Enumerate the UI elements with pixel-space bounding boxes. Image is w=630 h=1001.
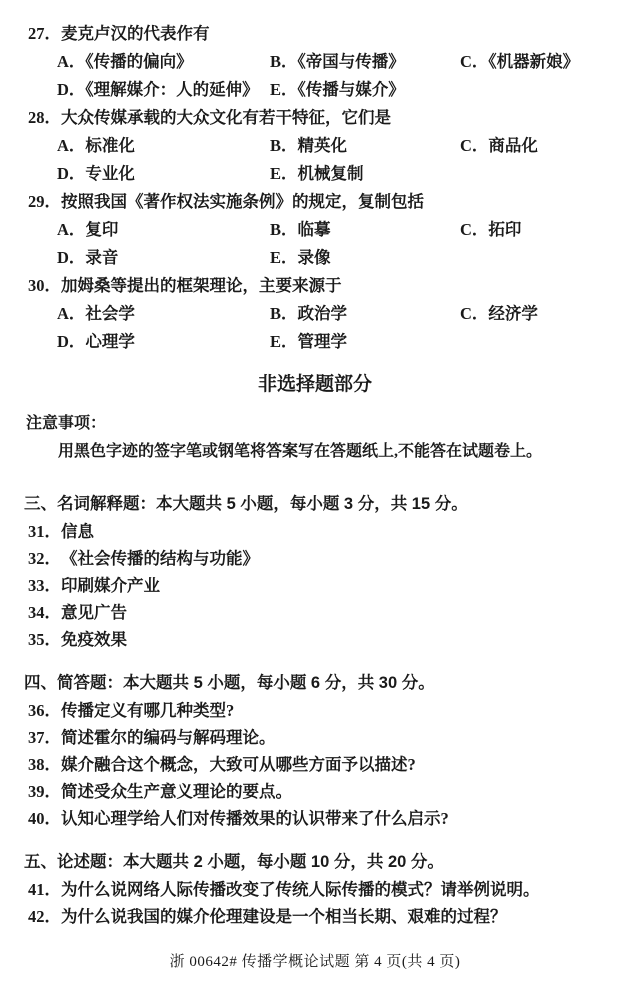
options-row	[0, 216, 630, 244]
option-c: C．《机器新娘》	[460, 52, 580, 71]
question-stem: 按照我国《著作权法实施条例》的规定，复制包括	[61, 192, 424, 211]
question-number: 35．	[28, 630, 61, 649]
options-row	[0, 244, 630, 272]
page-footer: 浙 00642# 传播学概论试题 第 4 页(共 4 页)	[169, 954, 461, 970]
options-row	[0, 48, 630, 76]
question-number: 42．	[28, 907, 61, 926]
question-item	[0, 751, 630, 778]
question-29	[0, 188, 630, 272]
question-item	[0, 599, 630, 626]
question-item	[0, 778, 630, 805]
options-row	[0, 160, 630, 188]
option-a: A．复印	[57, 220, 119, 239]
option-c: C．拓印	[460, 220, 522, 239]
option-empty	[460, 244, 630, 272]
section-short-answer	[0, 669, 630, 832]
question-number: 32．	[28, 549, 61, 568]
question-text: 媒介融合这个概念，大致可从哪些方面予以描述?	[61, 755, 416, 774]
option-empty	[460, 328, 630, 356]
option-c: C．商品化	[460, 136, 538, 155]
question-number: 31．	[28, 522, 61, 541]
question-item	[0, 903, 630, 930]
section-header: 五、论述题：本大题共 2 小题，每小题 10 分，共 20 分。	[24, 853, 444, 871]
question-27	[0, 20, 630, 104]
section-header: 三、名词解释题：本大题共 5 小题，每小题 3 分，共 15 分。	[24, 495, 468, 513]
question-28	[0, 104, 630, 188]
question-stem: 大众传媒承载的大众文化有若干特征，它们是	[61, 108, 391, 127]
question-stem-line	[0, 272, 630, 300]
question-number: 40．	[28, 809, 61, 828]
option-empty	[460, 76, 630, 104]
question-item	[0, 697, 630, 724]
option-d: D．专业化	[57, 164, 135, 183]
section-header: 四、简答题：本大题共 5 小题，每小题 6 分，共 30 分。	[24, 674, 435, 692]
question-text: 意见广告	[61, 603, 127, 622]
question-item	[0, 572, 630, 599]
options-row	[0, 76, 630, 104]
option-empty	[460, 160, 630, 188]
option-c: C．经济学	[460, 304, 538, 323]
option-a: A．标准化	[57, 136, 135, 155]
question-number: 28．	[28, 108, 61, 127]
question-number: 34．	[28, 603, 61, 622]
question-item	[0, 626, 630, 653]
option-d: D．《理解媒介：人的延伸》	[57, 80, 259, 99]
section-essay	[0, 848, 630, 930]
question-number: 39．	[28, 782, 61, 801]
notice-body: 用黑色字迹的签字笔或钢笔将答案写在答题纸上,不能答在试题卷上。	[58, 443, 543, 460]
question-number: 37．	[28, 728, 61, 747]
question-number: 41．	[28, 880, 61, 899]
question-30	[0, 272, 630, 356]
options-row	[0, 300, 630, 328]
question-stem: 麦克卢汉的代表作有	[61, 24, 210, 43]
question-text: 简述霍尔的编码与解码理论。	[61, 728, 276, 747]
question-text: 为什么说我国的媒介伦理建设是一个相当长期、艰难的过程？	[61, 907, 507, 926]
options-row	[0, 132, 630, 160]
option-b: B．临摹	[270, 220, 331, 239]
question-text: 印刷媒介产业	[61, 576, 160, 595]
option-b: B．政治学	[270, 304, 348, 323]
question-text: 信息	[61, 522, 94, 541]
question-text: 为什么说网络人际传播改变了传统人际传播的模式？请举例说明。	[61, 880, 540, 899]
question-stem-line	[0, 188, 630, 216]
question-number: 29．	[28, 192, 61, 211]
question-stem-line	[0, 20, 630, 48]
notice-heading: 注意事项：	[26, 415, 107, 432]
option-e: E．管理学	[270, 332, 348, 351]
part-title: 非选择题部分	[257, 374, 372, 395]
option-a: A．社会学	[57, 304, 135, 323]
section-term-definitions	[0, 490, 630, 653]
option-e: E．录像	[270, 248, 331, 267]
option-d: D．录音	[57, 248, 119, 267]
option-a: A．《传播的偏向》	[57, 52, 193, 71]
question-item	[0, 724, 630, 751]
question-text: 认知心理学给人们对传播效果的认识带来了什么启示?	[61, 809, 449, 828]
option-b: B．精英化	[270, 136, 348, 155]
question-number: 30．	[28, 276, 61, 295]
question-number: 38．	[28, 755, 61, 774]
option-e: E．机械复制	[270, 164, 364, 183]
option-b: B．《帝国与传播》	[270, 52, 405, 71]
question-stem-line	[0, 104, 630, 132]
question-text: 免疫效果	[61, 630, 127, 649]
question-item	[0, 876, 630, 903]
question-item	[0, 545, 630, 572]
question-number: 36．	[28, 701, 61, 720]
options-row	[0, 328, 630, 356]
question-text: 传播定义有哪几种类型?	[61, 701, 235, 720]
question-stem: 加姆桑等提出的框架理论，主要来源于	[61, 276, 342, 295]
question-text: 《社会传播的结构与功能》	[61, 549, 259, 568]
question-item	[0, 518, 630, 545]
option-e: E．《传播与媒介》	[270, 80, 405, 99]
question-text: 简述受众生产意义理论的要点。	[61, 782, 292, 801]
question-item	[0, 805, 630, 832]
question-number: 33．	[28, 576, 61, 595]
question-number: 27．	[28, 24, 61, 43]
option-d: D．心理学	[57, 332, 135, 351]
